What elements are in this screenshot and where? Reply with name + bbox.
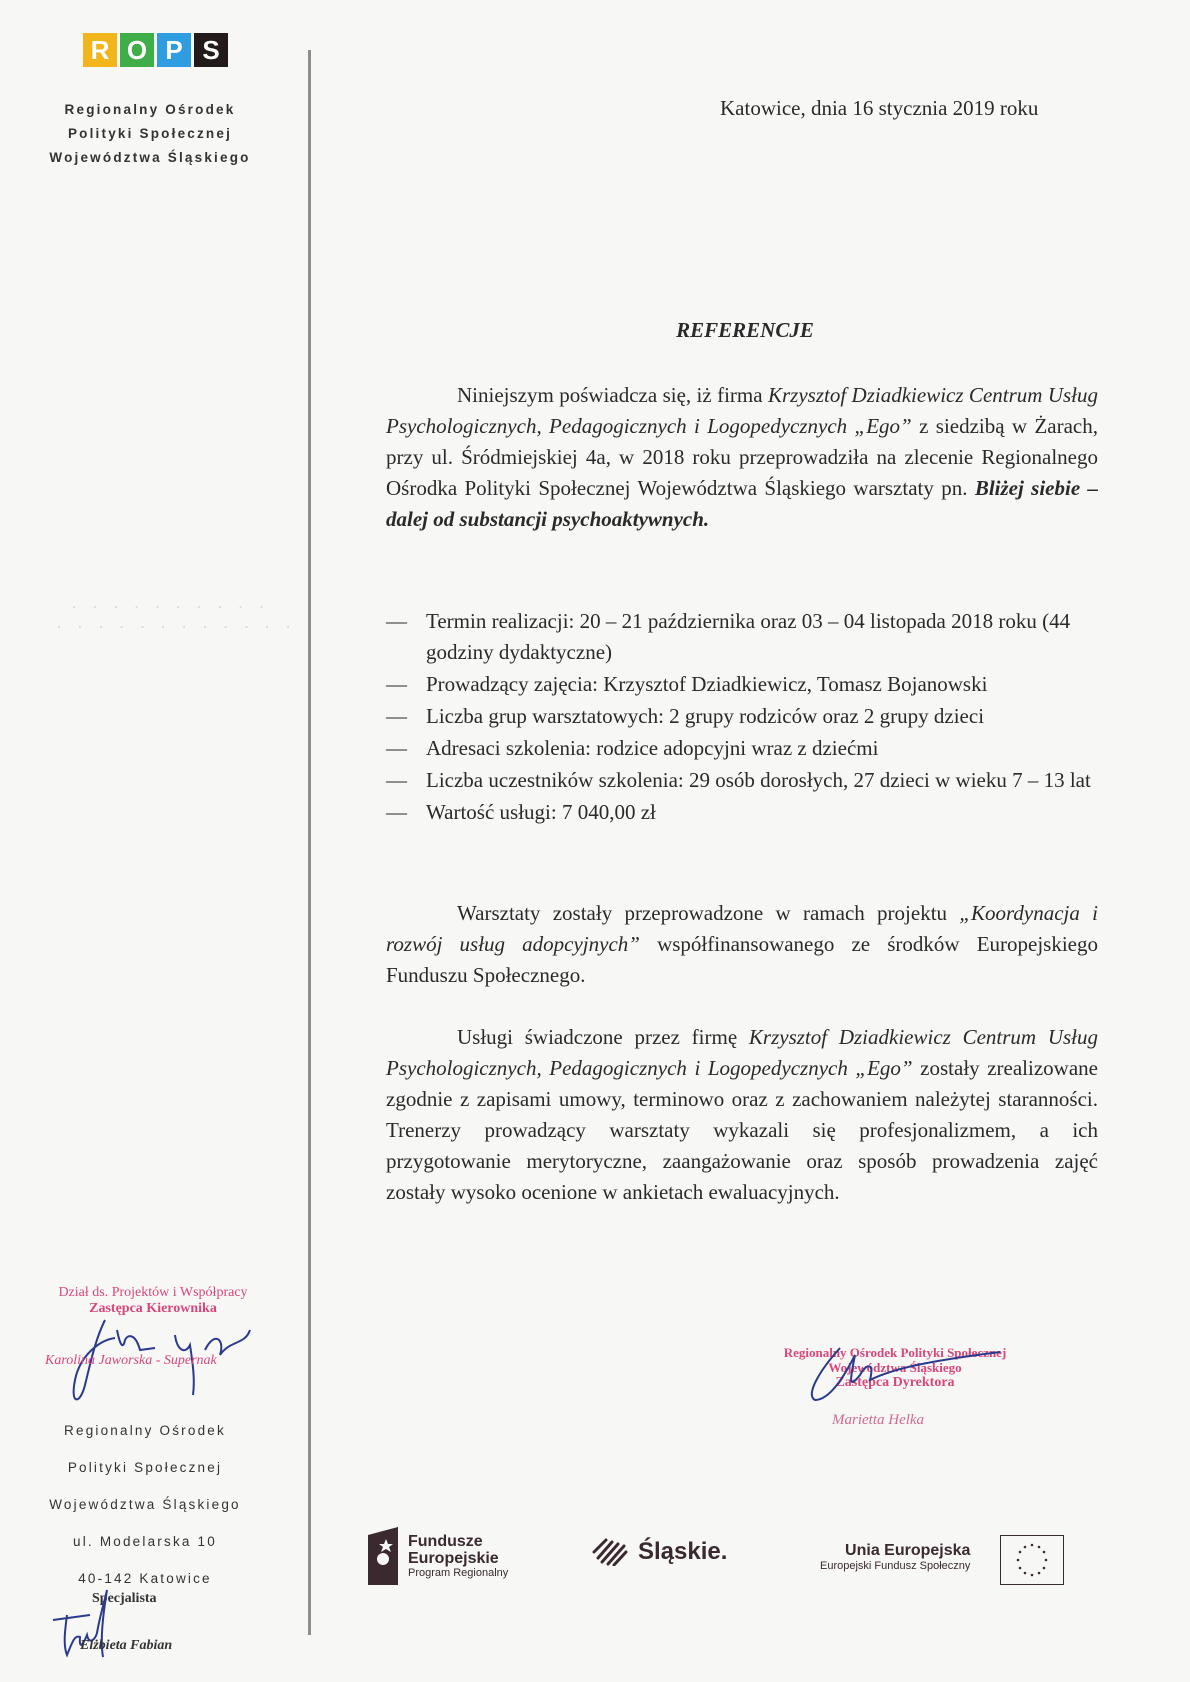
address-line: Województwa Śląskiego bbox=[49, 1497, 241, 1512]
signature-helka bbox=[800, 1340, 1010, 1410]
address-line: Regionalny Ośrodek bbox=[64, 1423, 226, 1438]
ue-title: Unia Europejska bbox=[845, 1542, 971, 1559]
closing-text: Usługi świadczone przez firmę bbox=[457, 1025, 749, 1049]
project-paragraph bbox=[386, 898, 1098, 991]
slaskie-logo bbox=[592, 1538, 727, 1566]
org-name-line: Regionalny Ośrodek bbox=[64, 102, 236, 117]
org-address bbox=[0, 1412, 290, 1597]
logo-letter-r: R bbox=[83, 33, 117, 67]
stamp-line: Dział ds. Projektów i Współpracy bbox=[58, 1285, 248, 1300]
workshop-name: Bliżej siebie – dalej od substancji psychoaktywnych. bbox=[386, 476, 1098, 531]
stamp-line: Zastępca Dyrektora bbox=[835, 1375, 955, 1390]
intro-text: z siedzibą w Żarach, przy ul. Śródmiejskiej 4a, w 2018 roku przeprowadziła na zlecenie Regionalnego Ośrodka Polityki Społecznej Województwa Śląskiego warsztaty pn. bbox=[386, 414, 1098, 500]
stamp-line: Regionalny Ośrodek Polityki Społecznej bbox=[783, 1345, 1007, 1360]
org-name-line: Województwa Śląskiego bbox=[49, 150, 251, 165]
detail-item: — Adresaci szkolenia: rodzice adopcyjni wraz z dziećmi bbox=[386, 733, 1098, 764]
stamp-director-name: Marietta Helka bbox=[832, 1412, 925, 1428]
project-text: Warsztaty zostały przeprowadzone w ramach projektu bbox=[457, 901, 960, 925]
bleed-through-mark: · · · · · · · · · · bbox=[70, 600, 268, 616]
vertical-divider bbox=[308, 50, 311, 1635]
address-line: Polityki Społecznej bbox=[67, 1460, 223, 1475]
document-title: REFERENCJE bbox=[676, 318, 814, 342]
details-list bbox=[386, 606, 1098, 829]
intro-text: Niniejszym poświadcza się, iż firma bbox=[457, 383, 768, 407]
stamp-line: Województwa Śląskiego bbox=[828, 1360, 962, 1375]
project-text: współfinansowanego ze środków Europejskiego Funduszu Społecznego. bbox=[386, 932, 1098, 987]
closing-paragraph bbox=[386, 1022, 1098, 1208]
stamp-name: Karolina Jaworska - Supernak bbox=[45, 1353, 217, 1368]
detail-item: — Prowadzący zajęcia: Krzysztof Dziadkiewicz, Tomasz Bojanowski bbox=[386, 669, 1098, 700]
org-name-header bbox=[0, 98, 300, 170]
slaskie-waves-icon bbox=[592, 1538, 628, 1566]
fe-subtitle: Program Regionalny bbox=[408, 1567, 509, 1579]
company-name: Krzysztof Dziadkiewicz Centrum Usług Psychologicznych, Pedagogicznych i Logopedycznych „Ego” bbox=[386, 1025, 1098, 1080]
bleed-through-mark: · · · · · · · · · · · · bbox=[55, 620, 295, 636]
address-line: ul. Modelarska 10 bbox=[73, 1534, 217, 1549]
detail-item: — Liczba grup warsztatowych: 2 grupy rodziców oraz 2 grupy dzieci bbox=[386, 701, 1098, 732]
stamp-line: Zastępca Kierownika bbox=[89, 1301, 217, 1316]
fe-title-line1: Fundusze bbox=[408, 1533, 483, 1550]
project-name: „Koordynacja i rozwój usług adopcyjnych” bbox=[386, 901, 1099, 956]
eu-flag-icon bbox=[1000, 1535, 1064, 1585]
slaskie-text: Śląskie. bbox=[638, 1538, 728, 1565]
closing-text: zostały zrealizowane zgodnie z zapisami umowy, terminowo oraz z zachowaniem należytej staranności. Trenerzy prowadzący warsztaty wykazali się profesjonalizmem, a ich przygotowanie merytoryczne, zaangażowanie oraz sposób prowadzenia zajęć zostały wysoko ocenione w ankietach ewaluacyjnych. bbox=[386, 1056, 1098, 1204]
detail-item: — Termin realizacji: 20 – 21 października oraz 03 – 04 listopada 2018 roku (44 godziny dydaktyczne) bbox=[386, 606, 1098, 668]
stamp-specialist-role: Specjalista bbox=[92, 1591, 157, 1606]
fe-title-line2: Europejskie bbox=[408, 1550, 499, 1567]
org-name-line: Polityki Społecznej bbox=[67, 126, 233, 141]
logo-letter-s: S bbox=[194, 33, 228, 67]
unia-europejska-logo bbox=[820, 1542, 970, 1572]
stamp-specialist-name: Elżbieta Fabian bbox=[80, 1638, 173, 1653]
detail-item: — Liczba uczestników szkolenia: 29 osób dorosłych, 27 dzieci w wieku 7 – 13 lat bbox=[386, 765, 1098, 796]
fundusze-europejskie-logo bbox=[368, 1527, 508, 1585]
rops-logo bbox=[83, 33, 228, 67]
detail-item: — Wartość usługi: 7 040,00 zł bbox=[386, 797, 1098, 828]
intro-paragraph bbox=[386, 380, 1098, 535]
date-line: Katowice, dnia 16 stycznia 2019 roku bbox=[720, 96, 1039, 120]
logo-letter-p: P bbox=[157, 33, 191, 67]
company-name: Krzysztof Dziadkiewicz Centrum Usług Psychologicznych, Pedagogicznych i Logopedycznych „Ego” bbox=[386, 383, 1098, 438]
ue-subtitle: Europejski Fundusz Społeczny bbox=[820, 1560, 971, 1572]
fe-flag-icon bbox=[368, 1527, 398, 1585]
logo-letter-o: O bbox=[120, 33, 154, 67]
address-line: 40-142 Katowice bbox=[78, 1571, 212, 1586]
